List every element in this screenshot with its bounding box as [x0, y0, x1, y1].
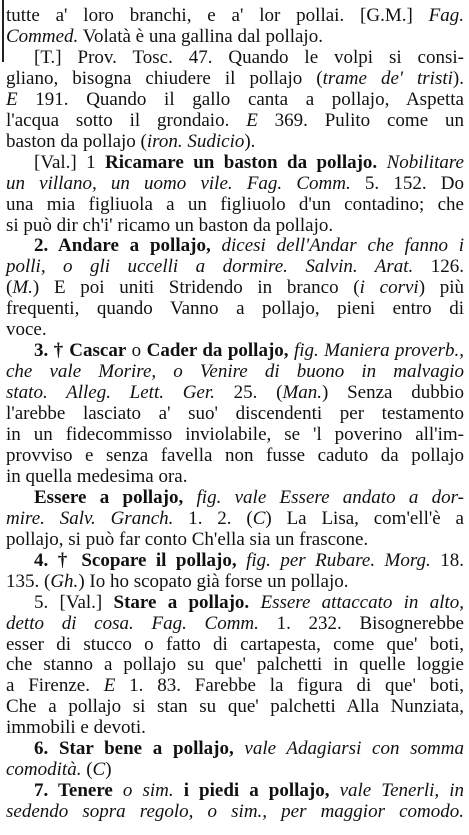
text-run — [234, 738, 245, 759]
text-run — [377, 152, 386, 173]
italic-text: trame de' tristi — [322, 67, 453, 89]
text-run: che stanno a pollajo su que' palchetti in quelle loggie — [6, 654, 464, 676]
text-run: voce. — [6, 319, 47, 341]
text-run: [Val.] 1 — [34, 151, 106, 173]
text-run — [330, 780, 340, 801]
text-run — [183, 487, 196, 508]
headword: 7. Tenere — [34, 780, 113, 802]
text-run: Volatà è una gallina dal pollajo. — [78, 25, 323, 47]
column-rule — [2, 0, 4, 62]
italic-text: i corvi — [359, 277, 419, 299]
text-run: a Firenze. — [6, 675, 104, 697]
italic-text: C — [252, 507, 266, 529]
italic-text: stato. Alleg. Lett. Ger. — [6, 382, 215, 404]
text-run: pollajo, si può far conto Ch'ella sia un frascone. — [6, 528, 369, 550]
italic-text: comodità. — [6, 759, 82, 781]
text-run — [237, 550, 246, 571]
italic-text: Commed. — [6, 25, 79, 47]
text-run: 369. Pulito come un — [257, 109, 464, 131]
text-run: 126. — [413, 256, 465, 278]
text-run: 191. Quando il gallo canta a pollajo, Aspetta — [17, 88, 464, 110]
headword: Cader da pollajo, — [146, 340, 289, 362]
text-run: ) Io ho scopato già forse un pollajo. — [78, 570, 349, 592]
italic-text: vale Adagiarsi con somma — [244, 738, 465, 760]
text-run: una mia figliuola a un figliuolo d'un contadino; che — [6, 193, 464, 215]
text-run — [113, 780, 123, 801]
text-run: ) — [105, 759, 112, 781]
headword: 4. † Scopare il pollajo, — [34, 549, 237, 571]
text-run: baston da pollajo ( — [6, 130, 147, 152]
text-run: 1. 2. ( — [173, 507, 253, 529]
text-run: ( — [81, 759, 93, 781]
italic-text: iron. Sudicio — [146, 130, 245, 152]
text-run: 1. 232. Bisognerebbe — [258, 612, 464, 634]
headword: Ricamare un baston da pollajo. — [105, 151, 378, 173]
text-run: [T.] Prov. Tosc. 47. Quando le volpi si consi- — [34, 46, 464, 68]
text-run: o — [126, 340, 147, 362]
italic-text: o sim. — [122, 780, 174, 802]
text-run: gliano, bisogna chiudere il pollajo ( — [6, 67, 323, 89]
text-run: esser di stucco o fatto di cartapesta, come que' boti, — [6, 633, 464, 655]
text-run: 25. ( — [214, 382, 283, 404]
italic-text: E — [6, 88, 18, 110]
italic-text: Nobilitare — [386, 151, 464, 173]
headword: 6. Star bene a pollajo, — [34, 738, 234, 760]
text-run: tutte a' loro branchi, e a' lor pollai. [G.M.] — [6, 5, 429, 26]
text-run — [211, 235, 222, 256]
italic-text: E — [246, 109, 258, 131]
text-run: ) più — [418, 277, 465, 299]
text-run: 1. 83. Farebbe la figura di que' boti, — [115, 675, 465, 697]
text-line — [6, 800, 464, 824]
italic-text: Man. — [282, 382, 323, 404]
text-run — [249, 592, 260, 613]
text-run: 135. ( — [6, 570, 51, 592]
italic-text: Essere attaccato in alto, — [260, 591, 465, 613]
headword: i piedi a pollajo, — [183, 780, 330, 802]
text-run: ( — [6, 277, 13, 299]
italic-text: sedendo sopra regolo, o sim., per maggior comodo. — [6, 801, 464, 823]
text-run: provviso e senza favella non fusse caduto da pollajo — [6, 444, 464, 466]
italic-text: detto di cosa. Fag. Comm. — [6, 612, 259, 634]
italic-text: mire. Salv. Granch. — [6, 507, 174, 529]
text-run: in un fidecommisso inviolabile, se 'l poverino all'im- — [6, 424, 464, 445]
text-run: ). — [452, 67, 464, 89]
italic-text: che vale Morire, o Venire di buono in malvagio — [6, 361, 464, 383]
text-run: 5. 152. Do — [350, 172, 464, 194]
text-run: in quella medesima ora. — [6, 465, 188, 487]
italic-text: polli, o gli uccelli a dormire. Salvin. Arat. — [6, 256, 414, 278]
italic-text: dicesi dell'Andar che fanno i — [221, 235, 465, 257]
text-run — [174, 780, 184, 801]
text-run: 18. — [430, 549, 464, 571]
text-run: ). — [244, 130, 256, 152]
text-run: ) E poi uniti Stridendo in branco ( — [32, 277, 360, 299]
headword: Stare a pollajo. — [113, 591, 250, 613]
italic-text: fig. vale Essere andato a dor- — [196, 486, 465, 508]
italic-text: E — [103, 675, 116, 697]
italic-text: un villano, un uomo vile. Fag. Comm. — [6, 172, 351, 194]
headword: Essere a pollajo, — [34, 486, 184, 508]
headword: 2. Andare a pollajo, — [34, 235, 211, 257]
text-run: ) La Lisa, com'ell'è a — [265, 507, 464, 529]
italic-text: fig. per Rubare. Morg. — [246, 549, 431, 571]
text-run: l'arebbe lasciato a' suo' discendenti per testamento — [6, 403, 464, 425]
headword: 3. † Cascar — [34, 340, 127, 362]
text-run: frequenti, quando Vanno a pollajo, pieni entro di — [6, 298, 464, 320]
italic-text: fig. Maniera proverb., — [293, 340, 464, 362]
text-run: immobili e devoti. — [6, 717, 146, 739]
text-run: ) Senza dubbio — [322, 382, 464, 404]
italic-text: C — [92, 759, 106, 781]
italic-text: Gh. — [50, 570, 79, 592]
text-run: 5. [Val.] — [34, 591, 114, 613]
italic-text: M. — [12, 277, 33, 299]
italic-text: vale Tenerli, in — [339, 780, 464, 802]
text-run: si può dir ch'i' ricamo un baston da pollajo. — [6, 214, 334, 236]
italic-text: Fag. — [428, 5, 464, 26]
text-run: Che a pollajo si stan su que' palchetti Alla Nunziata, — [6, 696, 464, 718]
text-run: l'acqua sotto il grondaio. — [6, 109, 247, 131]
